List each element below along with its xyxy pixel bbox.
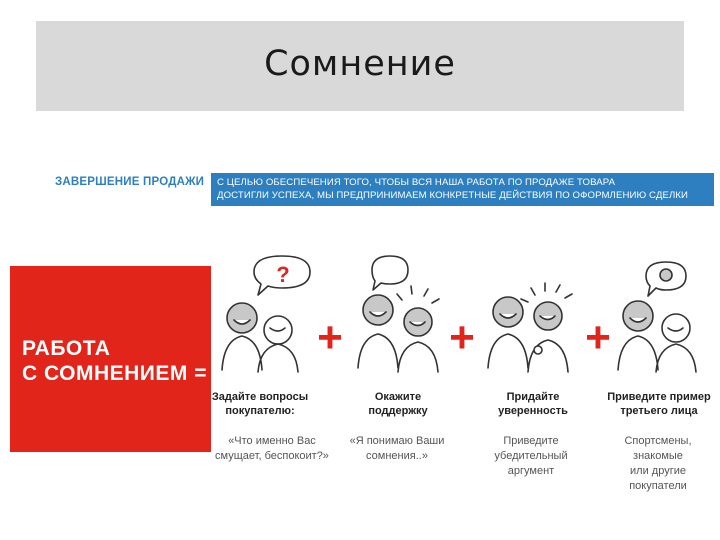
step-4-heading: Приведите пример третьего лица: [607, 391, 711, 417]
sale-description-line1: С ЦЕЛЬЮ ОБЕСПЕЧЕНИЯ ТОГО, ЧТОБЫ ВСЯ НАША РАБОТА ПО ПРОДАЖЕ ТОВАРА: [217, 177, 616, 188]
thought-bubble-icon: [646, 262, 686, 296]
equation-line1: РАБОТА: [22, 337, 111, 360]
person-support-left-icon: [358, 295, 398, 368]
person-confidence-left-icon: [488, 297, 528, 368]
step-3-heading: Придайте уверенность: [498, 391, 568, 417]
step-1-description: «Что именно Вас смущает, беспокоит?»: [215, 435, 329, 462]
question-bubble-icon: [254, 256, 310, 295]
step-4-description: Спортсмены, знакомые или другие покупатели: [624, 435, 692, 492]
step-1-heading: Задайте вопросы покупателю:: [211, 391, 309, 417]
question-mark: ?: [276, 262, 290, 287]
sale-label: ЗАВЕРШЕНИЕ ПРОДАЖИ: [55, 176, 205, 188]
person-third-right-icon: [656, 314, 696, 372]
person-third-left-icon: [618, 301, 658, 370]
plus-sign-3: +: [585, 313, 611, 362]
person-customer-icon: [222, 303, 262, 370]
slide-title: Сомнение: [264, 44, 456, 84]
plus-sign-1: +: [317, 313, 343, 362]
speech-bubble-icon: [372, 256, 408, 290]
sale-description-line2: ДОСТИГЛИ УСПЕХА, МЫ ПРЕДПРИНИМАЕМ КОНКРЕТНЫЕ ДЕЙСТВИЯ ПО ОФОРМЛЕНИЮ СДЕЛКИ: [217, 190, 689, 201]
person-seller-icon: [258, 316, 298, 372]
plus-sign-2: +: [449, 313, 475, 362]
equation-line2: С СОМНЕНИЕМ =: [22, 362, 207, 385]
person-confidence-right-icon: [521, 283, 572, 372]
person-support-right-icon: [397, 286, 439, 372]
step-2-description: «Я понимаю Ваши сомнения..»: [349, 435, 445, 462]
step-2-heading: Окажите поддержку: [368, 391, 428, 417]
step-3-description: Приведите убедительный аргумент: [494, 435, 568, 477]
